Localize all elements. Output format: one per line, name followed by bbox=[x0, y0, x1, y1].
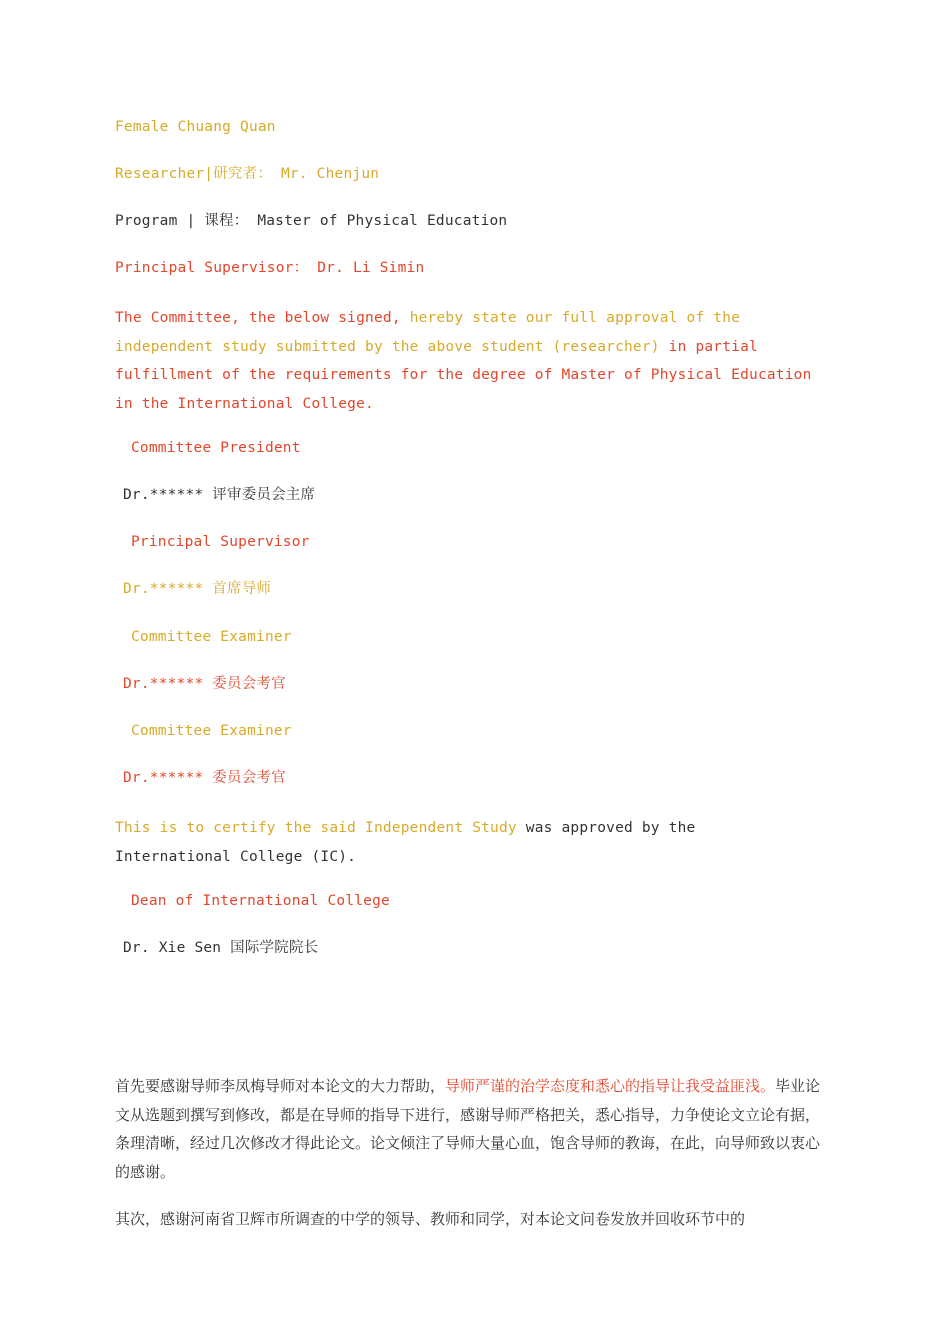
dean-role: Dean of International College bbox=[131, 893, 390, 909]
signature-role-examiner-2: Committee Examiner bbox=[131, 723, 292, 739]
approval-statement bbox=[115, 304, 815, 418]
approval-part-2: hereby state our full approval of the independent study submitted by the above student (researcher) bbox=[115, 310, 741, 355]
ack-p1-a: 首先要感谢导师李凤梅导师对本论文的大力帮助， bbox=[115, 1077, 446, 1095]
certify-statement bbox=[115, 814, 815, 871]
signature-name-president: Dr.****** 评审委员会主席 bbox=[123, 487, 316, 503]
approval-part-3: in partial fulfillment of the requirements for the degree of Master of Physical Education in the International College. bbox=[115, 338, 812, 412]
student-name: Female Chuang Quan bbox=[115, 119, 276, 135]
certify-part-2: was approved by the International College (IC). bbox=[115, 820, 696, 865]
signature-name-examiner-2: Dr.****** 委员会考官 bbox=[123, 770, 286, 786]
signature-role-supervisor: Principal Supervisor bbox=[131, 534, 310, 550]
signature-role-examiner-1: Committee Examiner bbox=[131, 629, 292, 645]
dean-name: Dr. Xie Sen 国际学院院长 bbox=[123, 940, 319, 956]
ack-p1-b: 导师严谨的治学态度和悉心的指导让我受益匪浅。 bbox=[445, 1077, 776, 1095]
researcher-line: Researcher|研究者： Mr. Chenjun bbox=[115, 166, 380, 182]
ack-p1-c: 毕业论文从选题到撰写到修改，都是在导师的指导下进行，感谢导师严格把关，悉心指导，力争使论文立论有据，条理清晰，经过几次修改才得此论文。论文倾注了导师大量心血，饱含导师的教诲，在此，向导师致以衷心的感谢。 bbox=[115, 1077, 821, 1181]
signature-role-president: Committee President bbox=[131, 440, 301, 456]
approval-part-1: The Committee, the below signed, bbox=[115, 310, 410, 326]
signature-name-examiner-1: Dr.****** 委员会考官 bbox=[123, 676, 286, 692]
signature-name-supervisor: Dr.****** 首席导师 bbox=[123, 581, 272, 597]
supervisor-line: Principal Supervisor： Dr. Li Simin bbox=[115, 260, 425, 276]
acknowledgement-paragraph-2: 其次，感谢河南省卫辉市所调查的中学的领导、教师和同学，对本论文问卷发放并回收环节中的 bbox=[115, 1210, 746, 1228]
program-line: Program | 课程： Master of Physical Education bbox=[115, 213, 508, 229]
acknowledgement-paragraph-1 bbox=[115, 1072, 825, 1186]
certify-part-1: This is to certify the said Independent Study bbox=[115, 820, 526, 836]
